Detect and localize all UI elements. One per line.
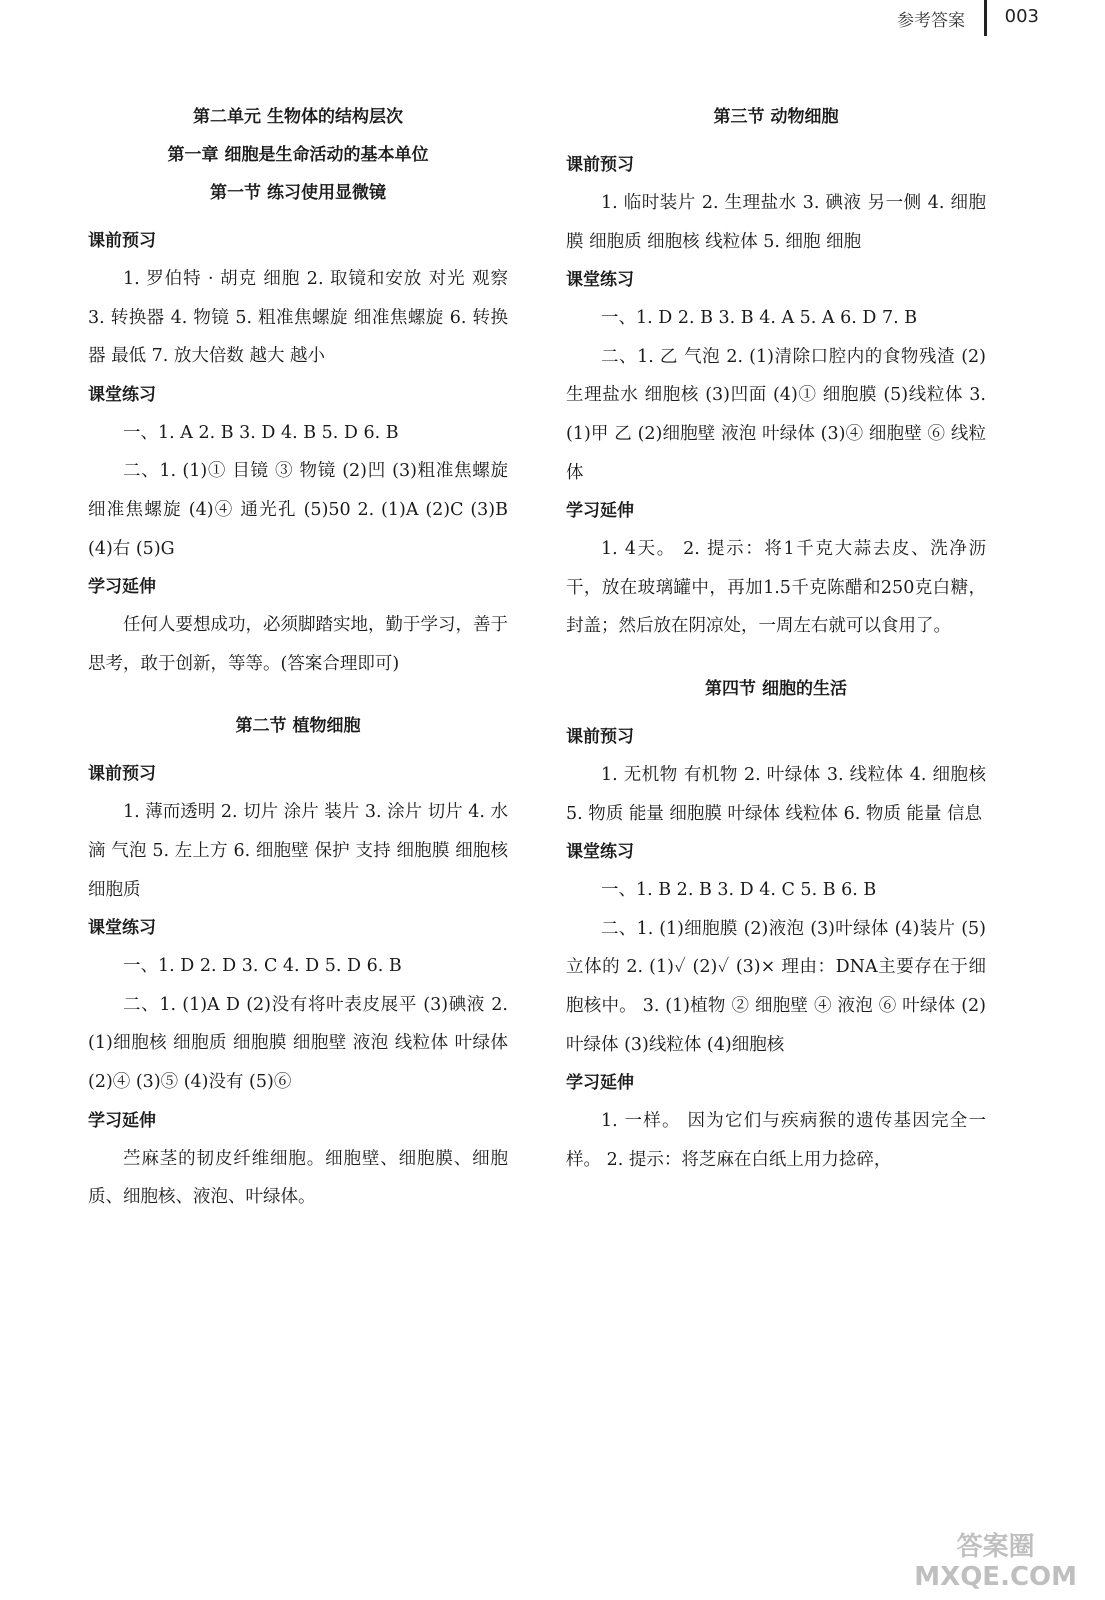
section-2-preview-heading: 课前预习 [88,764,156,785]
section-2-extension-heading: 学习延伸 [88,1110,156,1131]
page-number: 003 [1004,6,1039,27]
section-1-practice-heading: 课堂练习 [88,384,156,405]
section-4-preview-heading: 课前预习 [566,726,634,747]
section-2-preview-answers: 1. 薄而透明 2. 切片 涂片 装片 3. 涂片 切片 4. 水滴 气泡 5. 左上方 6. 细胞壁 保护 支持 细胞膜 细胞核 细胞质 [88,802,508,900]
section-1-extension-heading: 学习延伸 [88,577,156,598]
watermark-logo-text: 答案圈 [956,1532,1035,1562]
section-1-practice-fill: 二、1. (1)① 目镜 ③ 物镜 (2)凹 (3)粗准焦螺旋 细准焦螺旋 (4)④ 通光孔 (5)50 2. (1)A (2)C (3)B (4)右 (5)G [88,461,508,559]
header-label: 参考答案 [897,11,965,31]
section-2-extension-answer: 苎麻茎的韧皮纤维细胞。细胞壁、细胞膜、细胞质、细胞核、液泡、叶绿体。 [88,1148,508,1208]
section-4-extension-heading: 学习延伸 [566,1073,634,1094]
section-1-preview-heading: 课前预习 [88,231,156,251]
left-column [88,98,508,1217]
watermark-url: MXQE.COM [914,1562,1077,1592]
section-1-practice-choice: 一、1. A 2. B 3. D 4. B 5. D 6. B [123,422,399,443]
section-2-practice-fill: 二、1. (1)A D (2)没有将叶表皮展平 (3)碘液 2. (1)细胞核 细胞质 细胞膜 细胞壁 液泡 线粒体 叶绿体 (2)④ (3)⑤ (4)没有 (5)⑥ [88,994,508,1092]
right-column [566,98,986,1179]
section-3-practice-fill: 二、1. 乙 气泡 2. (1)清除口腔内的食物残渣 (2)生理盐水 细胞核 (3)凹面 (4)① 细胞膜 (5)线粒体 3. (1)甲 乙 (2)细胞壁 液泡 叶绿体 (3)④ 细胞壁 ⑥ 线粒体 [566,346,986,483]
section-3-title: 第三节 动物细胞 [713,107,839,127]
section-4-extension-answer: 1. 一样。 因为它们与疾病猴的遗传基因完全一样。 2. 提示：将芝麻在白纸上用力捻碎， [566,1111,986,1170]
section-3-extension-answer: 1. 4天。 2. 提示：将1千克大蒜去皮、洗净沥干，放在玻璃罐中，再加1.5千克陈醋和250克白糖，封盖；然后放在阴凉处，一周左右就可以食用了。 [566,539,986,637]
section-3-practice-choice: 一、1. D 2. B 3. B 4. A 5. A 6. D 7. B [601,308,918,329]
section-4-practice-choice: 一、1. B 2. B 3. D 4. C 5. B 6. B [601,880,877,901]
unit-title: 第二单元 生物体的结构层次 [193,107,403,127]
section-4-title: 第四节 细胞的生活 [705,678,847,699]
chapter-title: 第一章 细胞是生命活动的基本单位 [167,145,429,165]
section-1-preview-answers: 1. 罗伯特 · 胡克 细胞 2. 取镜和安放 对光 观察 3. 转换器 4. 物镜 5. 粗准焦螺旋 细准焦螺旋 6. 转换器 最低 7. 放大倍数 越大 越小 [88,269,508,367]
page-header [785,0,1105,40]
section-4-preview-answers: 1. 无机物 有机物 2. 叶绿体 3. 线粒体 4. 细胞核 5. 物质 能量 细胞膜 叶绿体 线粒体 6. 物质 能量 信息 [566,764,986,824]
section-1-extension-answer: 任何人要想成功，必须脚踏实地，勤于学习，善于思考，敢于创新，等等。(答案合理即可) [88,615,508,674]
header-divider [984,0,987,36]
section-3-extension-heading: 学习延伸 [566,501,634,522]
section-3-preview-answers: 1. 临时装片 2. 生理盐水 3. 碘液 另一侧 4. 细胞膜 细胞质 细胞核 线粒体 5. 细胞 细胞 [566,193,986,252]
section-2-title: 第二节 植物细胞 [235,716,361,737]
section-1-title: 第一节 练习使用显微镜 [210,183,386,203]
section-4-practice-fill: 二、1. (1)细胞膜 (2)液泡 (3)叶绿体 (4)装片 (5)立体的 2. (1)✓ (2)✓ (3)× 理由：DNA主要存在于细胞核中。 3. (1)植物 ② 细胞壁 ④ 液泡 ⑥ 叶绿体 (2)叶绿体 (3)线粒体 (4)细胞核 [566,918,986,1055]
section-3-preview-heading: 课前预习 [566,155,634,175]
section-4-practice-heading: 课堂练习 [566,842,634,863]
section-3-practice-heading: 课堂练习 [566,270,634,291]
site-watermark [914,1532,1077,1592]
section-2-practice-choice: 一、1. D 2. D 3. C 4. D 5. D 6. B [123,956,402,977]
section-2-practice-heading: 课堂练习 [88,918,156,939]
